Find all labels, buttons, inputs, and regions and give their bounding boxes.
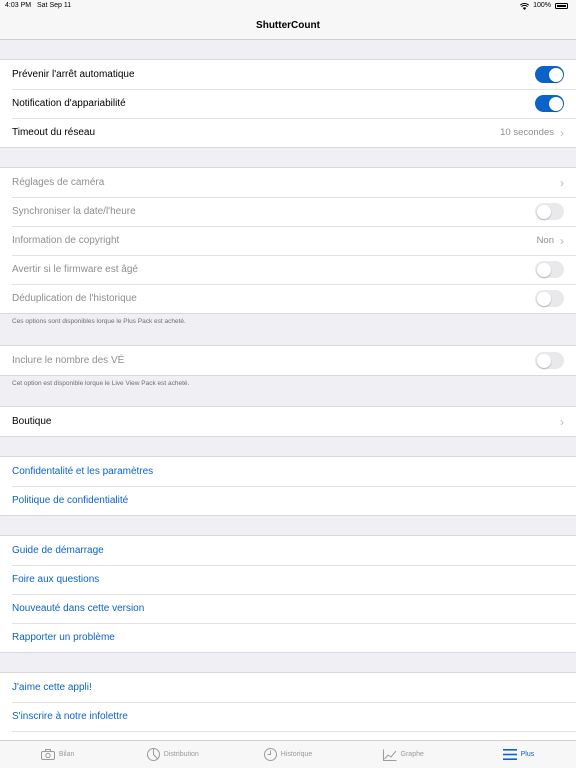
tab-bilan-label: Bilan bbox=[58, 751, 75, 758]
auto-stop-row bbox=[0, 60, 576, 89]
battery-icon bbox=[555, 3, 568, 9]
tab-historique-label: Historique bbox=[280, 751, 313, 758]
chevron-right-icon: › bbox=[560, 175, 564, 190]
live-view-footnote: Cet option est disponible lorque le Live View Pack est acheté. bbox=[12, 380, 190, 387]
whats-new-label: Nouveauté dans cette version bbox=[12, 603, 145, 614]
faq-label: Foire aux questions bbox=[12, 574, 100, 585]
timeout-row[interactable] bbox=[0, 118, 576, 147]
store-label: Boutique bbox=[12, 416, 52, 427]
tab-plus[interactable] bbox=[461, 741, 576, 768]
tab-graphe-label: Graphe bbox=[400, 751, 424, 758]
pie-chart-icon bbox=[147, 748, 160, 761]
timeout-value: 10 secondes bbox=[500, 127, 554, 138]
battery-percent: 100% bbox=[533, 2, 551, 9]
copyright-row[interactable] bbox=[0, 226, 576, 255]
live-view-section bbox=[0, 345, 576, 376]
auto-stop-toggle[interactable] bbox=[535, 66, 564, 83]
privacy-section bbox=[0, 456, 576, 516]
privacy-settings-label: Confidentalité et les paramètres bbox=[12, 466, 154, 477]
tab-historique[interactable] bbox=[230, 741, 345, 768]
camera-icon bbox=[41, 749, 55, 760]
status-right bbox=[520, 0, 568, 12]
store-section bbox=[0, 406, 576, 437]
plus-pack-footnote: Ces options sont disponibles lorque le Plus Pack est acheté. bbox=[12, 318, 186, 325]
like-app-label: J'aime cette appli! bbox=[12, 682, 92, 693]
firmware-warning-label: Avertir si le firmware est âgé bbox=[12, 264, 138, 275]
privacy-policy-link[interactable] bbox=[0, 486, 576, 515]
report-problem-label: Rapporter un problème bbox=[12, 632, 115, 643]
camera-settings-label: Réglages de caméra bbox=[12, 177, 105, 188]
firmware-warning-toggle[interactable] bbox=[535, 261, 564, 278]
wifi-icon bbox=[520, 3, 529, 10]
clock-icon bbox=[264, 748, 277, 761]
newsletter-label: S'inscrire à notre infolettre bbox=[12, 711, 128, 722]
chevron-right-icon: › bbox=[560, 233, 564, 248]
camera-settings-row[interactable] bbox=[0, 168, 576, 197]
line-graph-icon bbox=[383, 749, 397, 761]
sync-datetime-label: Synchroniser la date/l'heure bbox=[12, 206, 136, 217]
tab-distribution[interactable] bbox=[115, 741, 230, 768]
menu-icon bbox=[503, 749, 517, 760]
status-time: 4:03 PM bbox=[5, 2, 32, 9]
faq-link[interactable] bbox=[0, 565, 576, 594]
page-title: ShutterCount bbox=[256, 20, 320, 31]
firmware-warning-row bbox=[0, 255, 576, 284]
timeout-label: Timeout du réseau bbox=[12, 127, 96, 138]
include-count-label: Inclure le nombre des VÉ bbox=[12, 355, 125, 366]
include-count-toggle[interactable] bbox=[535, 352, 564, 369]
dedup-history-row bbox=[0, 284, 576, 313]
chevron-right-icon: › bbox=[560, 414, 564, 429]
whats-new-link[interactable] bbox=[0, 594, 576, 623]
tab-bar bbox=[0, 740, 576, 768]
plus-pack-section bbox=[0, 167, 576, 314]
getting-started-link[interactable] bbox=[0, 536, 576, 565]
settings-list[interactable] bbox=[0, 40, 576, 740]
store-row[interactable] bbox=[0, 407, 576, 436]
general-section bbox=[0, 59, 576, 148]
pairing-row bbox=[0, 89, 576, 118]
tab-bilan[interactable] bbox=[0, 741, 115, 768]
tab-graphe[interactable] bbox=[346, 741, 461, 768]
nav-bar bbox=[0, 12, 576, 40]
help-section bbox=[0, 535, 576, 653]
dedup-history-toggle[interactable] bbox=[535, 290, 564, 307]
pairing-toggle[interactable] bbox=[535, 95, 564, 112]
like-app-link[interactable] bbox=[0, 673, 576, 702]
privacy-settings-link[interactable] bbox=[0, 457, 576, 486]
pairing-label: Notification d'appariabilité bbox=[12, 98, 126, 109]
copyright-value: Non bbox=[536, 235, 554, 246]
report-problem-link[interactable] bbox=[0, 623, 576, 652]
tab-distribution-label: Distribution bbox=[163, 751, 199, 758]
chevron-right-icon: › bbox=[560, 125, 564, 140]
getting-started-label: Guide de démarrage bbox=[12, 545, 104, 556]
include-count-row bbox=[0, 346, 576, 375]
dedup-history-label: Déduplication de l'historique bbox=[12, 293, 137, 304]
privacy-policy-label: Politique de confidentialité bbox=[12, 495, 129, 506]
newsletter-link[interactable] bbox=[0, 702, 576, 731]
copyright-label: Information de copyright bbox=[12, 235, 120, 246]
status-date: Sat Sep 11 bbox=[37, 2, 72, 9]
auto-stop-label: Prévenir l'arrêt automatique bbox=[12, 69, 135, 80]
tab-plus-label: Plus bbox=[520, 751, 535, 758]
sync-datetime-row bbox=[0, 197, 576, 226]
status-bar bbox=[0, 0, 576, 12]
sync-datetime-toggle[interactable] bbox=[535, 203, 564, 220]
